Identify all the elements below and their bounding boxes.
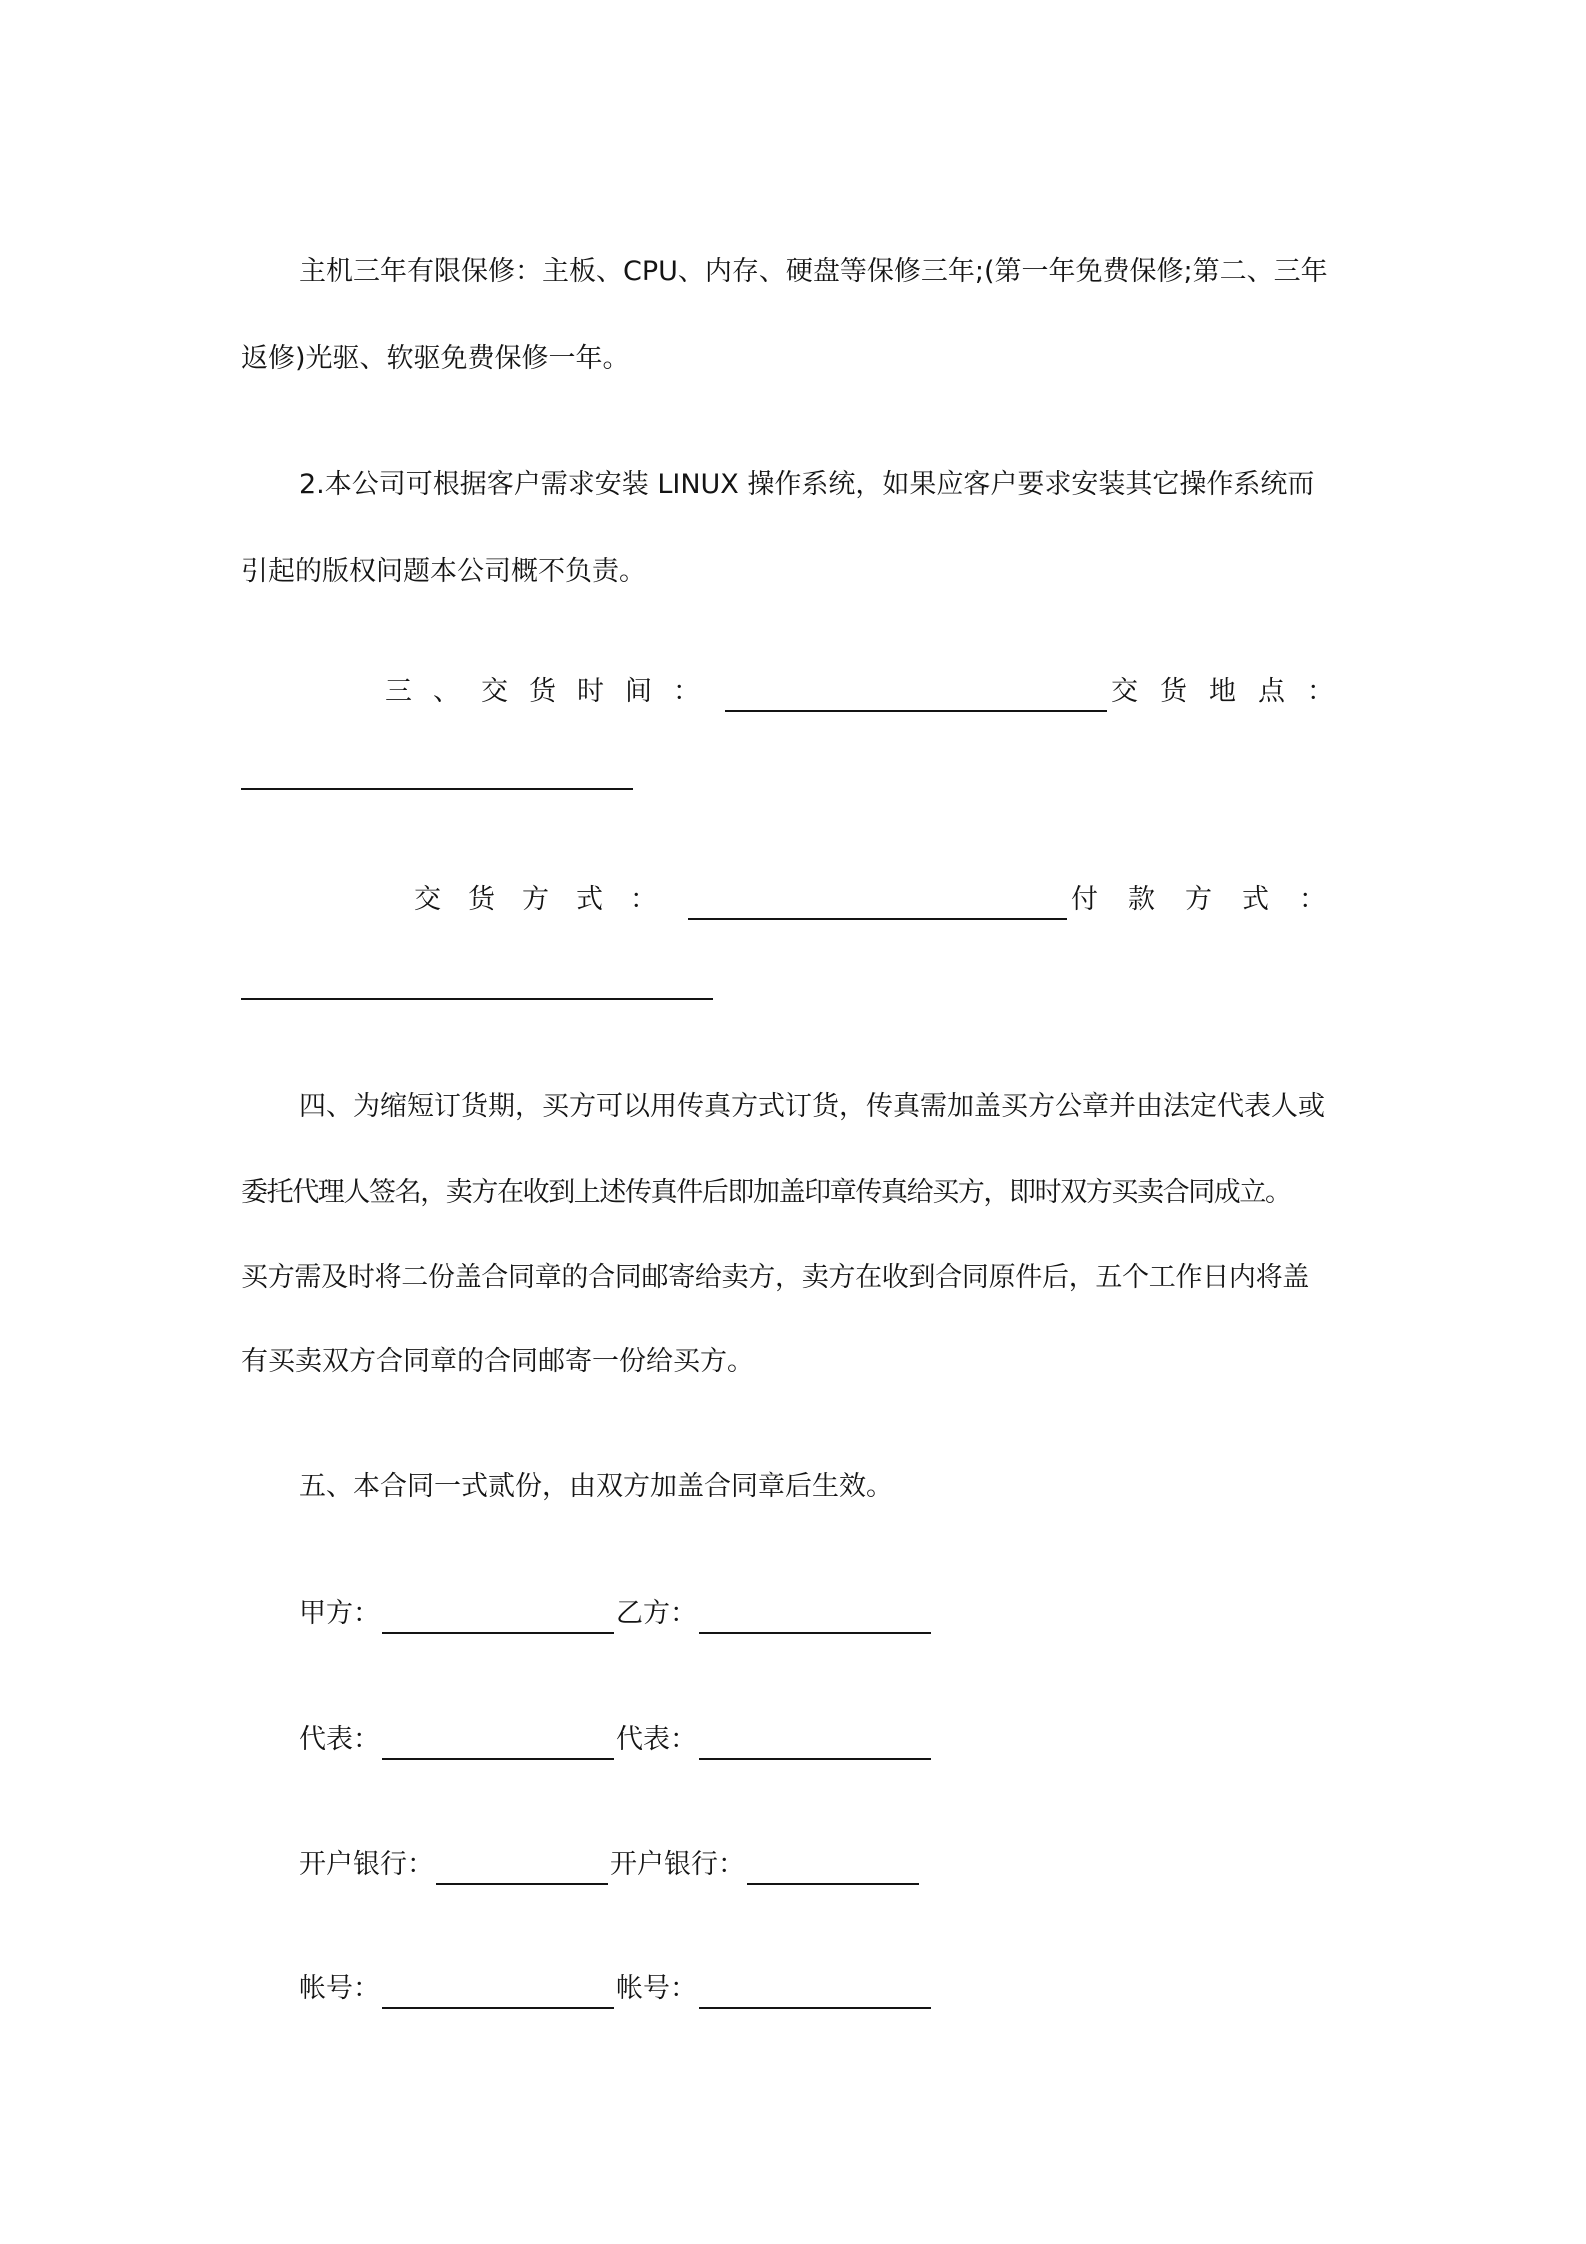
acct-b-label: 帐号： — [616, 1973, 697, 2004]
party-a-label: 甲方： — [299, 1598, 380, 1629]
copies-paragraph — [299, 1467, 1356, 1507]
delivery-place-label: 交货地点： — [1111, 676, 1356, 707]
payment-method-label: 付款方式： — [1071, 884, 1356, 915]
party-b-label: 乙方： — [616, 1598, 697, 1629]
bank-b-blank[interactable] — [747, 1853, 919, 1885]
rep-a-label: 代表： — [299, 1724, 380, 1755]
rep-a-blank[interactable] — [382, 1728, 614, 1760]
os-text-1: 2.本公司可根据客户需求安装 LINUX 操作系统，如果应客户要求安装其它操作系统而 — [299, 469, 1315, 500]
os-paragraph-line-2 — [241, 552, 1356, 592]
bank-a-label: 开户银行： — [299, 1849, 434, 1880]
delivery-time-label: 三、交货时间： — [385, 676, 721, 707]
representative-row — [299, 1720, 1356, 1760]
fax-paragraph-line-4 — [241, 1342, 1356, 1382]
bank-row — [299, 1845, 1356, 1885]
fax-paragraph-line-3 — [241, 1258, 1356, 1298]
delivery-method-blank[interactable] — [688, 888, 1067, 920]
payment-method-blank[interactable] — [241, 996, 713, 1000]
warranty-text-2: 返修)光驱、软驱免费保修一年。 — [241, 343, 630, 374]
bank-b-label: 开户银行： — [610, 1849, 745, 1880]
delivery-method-label: 交货方式： — [414, 884, 684, 915]
fax-paragraph-line-2 — [241, 1173, 1356, 1213]
party-a-blank[interactable] — [382, 1602, 614, 1634]
account-row — [299, 1969, 1356, 2009]
fax-paragraph-line-1 — [299, 1087, 1356, 1127]
delivery-place-blank[interactable] — [241, 786, 633, 790]
party-row — [299, 1594, 1356, 1634]
fax-text-1: 四、为缩短订货期，买方可以用传真方式订货，传真需加盖买方公章并由法定代表人或 — [299, 1091, 1325, 1122]
rep-b-blank[interactable] — [699, 1728, 931, 1760]
delivery-time-blank[interactable] — [725, 680, 1107, 712]
warranty-paragraph-line-1 — [299, 252, 1356, 292]
acct-b-blank[interactable] — [699, 1977, 931, 2009]
acct-a-label: 帐号： — [299, 1973, 380, 2004]
copies-text: 五、本合同一式贰份，由双方加盖合同章后生效。 — [299, 1471, 893, 1502]
os-paragraph-line-1 — [299, 465, 1356, 505]
fax-text-4: 有买卖双方合同章的合同邮寄一份给买方。 — [241, 1346, 754, 1377]
fax-text-2: 委托代理人签名，卖方在收到上述传真件后即加盖印章传真给买方，即时双方买卖合同成立。 — [241, 1177, 1291, 1208]
rep-b-label: 代表： — [616, 1724, 697, 1755]
party-b-blank[interactable] — [699, 1602, 931, 1634]
acct-a-blank[interactable] — [382, 1977, 614, 2009]
fax-text-3: 买方需及时将二份盖合同章的合同邮寄给卖方，卖方在收到合同原件后，五个工作日内将盖 — [241, 1262, 1309, 1293]
delivery-time-row — [385, 672, 1356, 712]
os-text-2: 引起的版权问题本公司概不负责。 — [241, 556, 646, 587]
warranty-text-1: 主机三年有限保修：主板、CPU、内存、硬盘等保修三年;(第一年免费保修;第二、三年 — [299, 256, 1328, 287]
delivery-method-row — [414, 880, 1356, 920]
warranty-paragraph-line-2 — [241, 339, 1356, 379]
bank-a-blank[interactable] — [436, 1853, 608, 1885]
